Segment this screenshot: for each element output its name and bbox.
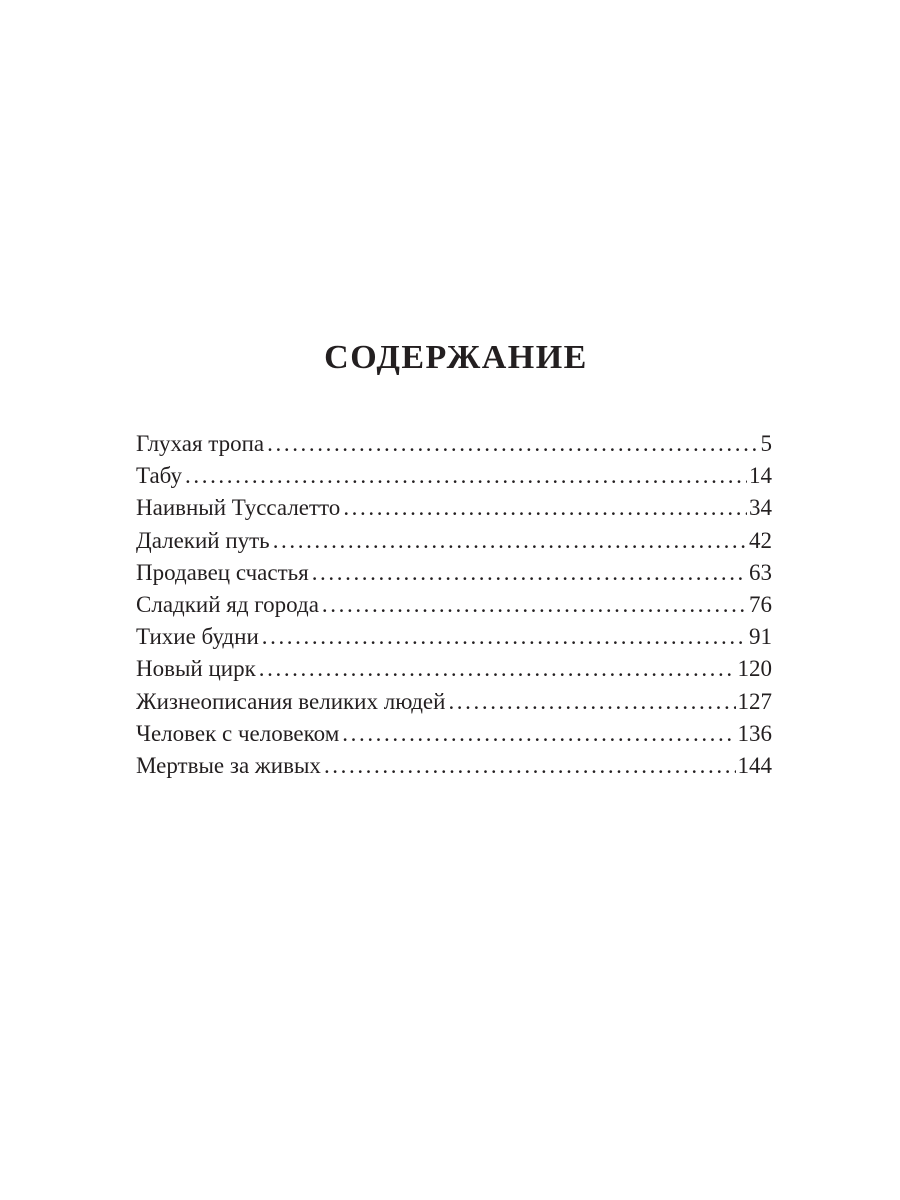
dot-leader xyxy=(262,621,747,653)
toc-entry-title: Тихие будни xyxy=(136,624,259,650)
page-title: СОДЕРЖАНИЕ xyxy=(324,339,588,376)
toc-page-number: 136 xyxy=(737,720,772,746)
toc-entry-title: Жизнеописания великих людей xyxy=(136,688,446,714)
toc-entry xyxy=(136,492,772,524)
toc-entry-title: Продавец счастья xyxy=(136,559,309,585)
toc-entry-title: Глухая тропа xyxy=(136,431,265,456)
dot-leader xyxy=(448,686,735,718)
toc-entry-title: Далекий путь xyxy=(136,527,270,553)
toc-entry-title: Человек с человеком xyxy=(136,720,340,746)
toc-entry xyxy=(136,525,772,557)
toc-entry-title: Сладкий яд города xyxy=(136,591,319,617)
toc-entry-title: Мертвые за живых xyxy=(136,752,321,778)
toc-page-number: 34 xyxy=(749,495,772,521)
toc-page-number: 76 xyxy=(749,591,772,617)
dot-leader xyxy=(259,653,736,685)
toc-entry xyxy=(136,557,772,589)
toc-entry xyxy=(136,750,772,782)
dot-leader xyxy=(185,460,747,492)
toc-entry xyxy=(136,460,772,492)
toc-page-number: 63 xyxy=(749,559,772,585)
toc-page-number: 127 xyxy=(737,688,772,714)
toc-page-number: 120 xyxy=(737,656,772,682)
toc-entry-title: Новый цирк xyxy=(136,656,256,682)
dot-leader xyxy=(322,589,747,621)
toc-entry-title: Наивный Туссалетто xyxy=(136,495,341,521)
dot-leader xyxy=(273,525,747,557)
toc-entry xyxy=(136,621,772,653)
toc-page-number: 144 xyxy=(737,752,772,778)
dot-leader xyxy=(324,750,736,782)
dot-leader xyxy=(312,557,747,589)
toc-entry xyxy=(136,653,772,685)
dot-leader xyxy=(342,718,735,750)
toc-entry xyxy=(136,718,772,750)
toc-entry xyxy=(136,589,772,621)
toc-page-number: 5 xyxy=(760,431,772,456)
toc-entry xyxy=(136,428,772,460)
toc-page-number: 91 xyxy=(749,624,772,650)
toc-entry xyxy=(136,686,772,718)
toc-page-number: 14 xyxy=(749,463,772,489)
dot-leader xyxy=(267,428,758,460)
dot-leader xyxy=(343,492,747,524)
toc-entry-title: Табу xyxy=(136,463,183,489)
table-of-contents xyxy=(136,428,772,782)
toc-page-number: 42 xyxy=(749,527,772,553)
